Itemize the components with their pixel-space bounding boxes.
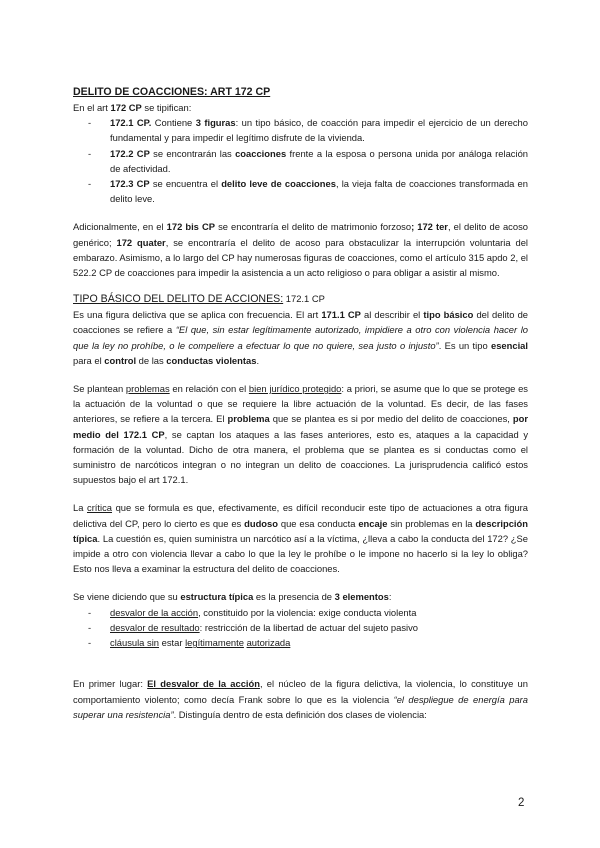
- list-item: - 172.2 CP se encontrarán las coacciones frente a la esposa o persona unida por análoga relación de afectividad.: [73, 146, 528, 176]
- paragraph-problemas: Se plantean problemas en relación con el bien jurídico protegido: a priori, se asume que lo que se protege es la actuación de la voluntad o que se requiere la libre actuación de la voluntad. Es decir, de las fases anteriores, se refiere a la tercera. El problema que se plantea es si por medio del delito de coacciones, por medio del 172.1 CP, se captan los ataques a las fases anteriores, esto es, ataques a la capacidad y formación de la voluntad. Dicho de otra manera, el problema que se plantea es si conductas como el suministro de narcóticos integran o no integran un delito de coacciones. La jurisprudencia calificó estos supuestos bajo el art 172.1.: [73, 383, 529, 486]
- intro-line: En el art 172 CP se tipifican:: [73, 102, 192, 113]
- paragraph-critica: La crítica que se formula es que, efectivamente, es difícil reconducir este tipo de actuaciones a otra figura delictiva del CP, pero lo cierto es que es dudoso que esa conducta encaje sin problemas en la descripción típica. La cuestión es, quien suministra un narcótico así a la víctima, ¿lleva a cabo la conducta del 172? ¿Se impide a otro con violencia llevar a cabo lo que la ley le prohíbe o le impone no hacerlo si la ley lo obliga? Esto nos lleva a examinar la estructura del delito de coacciones.: [73, 502, 528, 575]
- tipos-list: [73, 115, 528, 206]
- section-heading-tipo-basico: TIPO BÁSICO DEL DELITO DE ACCIONES: 172.1 CP: [73, 293, 325, 306]
- paragraph-estructura: Se viene diciendo que su estructura típica es la presencia de 3 elementos:: [73, 591, 392, 603]
- list-item: - 172.3 CP se encuentra el delito leve de coacciones, la vieja falta de coacciones transformada en delito leve.: [73, 176, 528, 206]
- list-item: - 172.1 CP. Contiene 3 figuras: un tipo básico, de coacción para impedir el ejercicio de un derecho fundamental y para impedir el legítimo disfrute de la vivienda.: [73, 115, 528, 145]
- section-heading-coacciones: DELITO DE COACCIONES: ART 172 CP: [73, 86, 271, 98]
- page-number: 2: [518, 797, 525, 809]
- list-item: - desvalor de la acción, constituido por la violencia: exige conducta violenta: [73, 605, 528, 620]
- document-body: [73, 85, 528, 722]
- list-item: - cláusula sin estar legítimamente autorizada: [73, 635, 528, 650]
- paragraph-adicionalmente: Adicionalmente, en el 172 bis CP se encontraría el delito de matrimonio forzoso; 172 ter, el delito de acoso genérico; 172 quater, se encontraría el delito de acoso para obstaculizar la interrupción voluntaria del embarazo. Asimismo, a lo largo del CP hay numerosas figuras de coacciones, como el artículo 315 apdo 2, el 522.2 CP de coacciones para impedir la asistencia a un acto religioso o para obligar a asistir al mismo.: [73, 221, 528, 279]
- list-item: - desvalor de resultado: restricción de la libertad de actuar del sujeto pasivo: [73, 620, 528, 635]
- paragraph-figura-delictiva: Es una figura delictiva que se aplica con frecuencia. El art 171.1 CP al describir el tipo básico del delito de coacciones se refiere a “El que, sin estar legítimamente autorizado, impidiere a otro con violencia hacer lo que la ley no prohíbe, o le compeliere a efectuar lo que no quiere, sea justo o injusto”. Es un tipo esencial para el control de las conductas violentas.: [73, 309, 529, 366]
- elementos-list: [73, 605, 528, 651]
- paragraph-primer-lugar: En primer lugar: El desvalor de la acción, el núcleo de la figura delictiva, la violencia, lo constituye un comportamiento violento; como decía Frank sobre lo que es la violencia “el despliegue de energía para superar una resistencia”. Distinguía dentro de esta definición dos clases de violencia:: [73, 678, 528, 720]
